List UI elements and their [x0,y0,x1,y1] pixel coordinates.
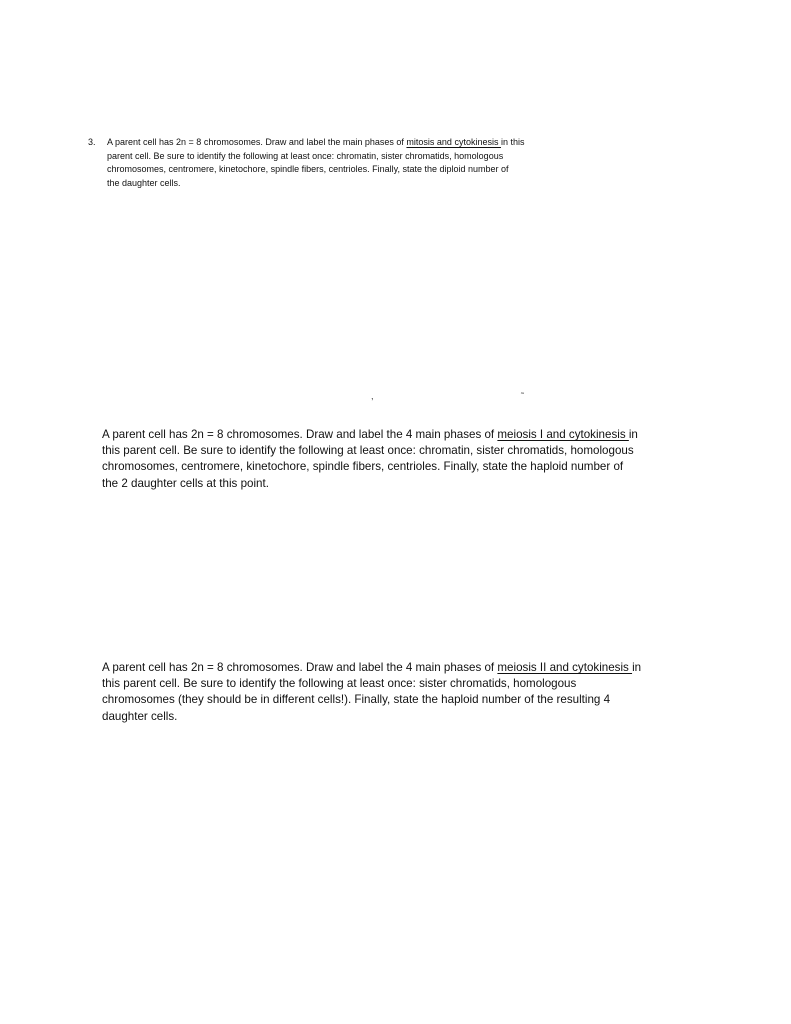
question-line: chromosomes, centromere, kinetochore, spindle fibers, centrioles. Finally, state the haploid number of [102,460,624,474]
question-line: daughter cells. [102,709,178,723]
question-line: this parent cell. Be sure to identify the following at least once: chromatin, sister chromatids, homologous [102,444,634,458]
question-mitosis [88,136,525,190]
question-line: chromosomes, centromere, kinetochore, spindle fibers, centrioles. Finally, state the diploid number of [107,164,509,175]
question-line: the 2 daughter cells at this point. [102,476,269,490]
question-line: chromosomes (they should be in different cells!). Finally, state the haploid number of the resulting 4 [102,693,611,707]
underlined-topic: meiosis II and cytokinesis [497,661,633,674]
question-line: this parent cell. Be sure to identify the following at least once: sister chromatids, homologous [102,677,577,691]
question-line: parent cell. Be sure to identify the following at least once: chromatin, sister chromatids, homologous [107,150,504,161]
question-meiosis-1 [102,427,638,492]
stray-mark: ˜ [521,391,524,401]
question-line: A parent cell has 2n = 8 chromosomes. Draw and label the 4 main phases of meiosis I and cytokinesis in [102,428,638,441]
question-meiosis-2 [102,660,641,725]
question-line: A parent cell has 2n = 8 chromosomes. Draw and label the main phases of mitosis and cytokinesis in this [107,137,525,147]
question-number: 3. [88,137,96,147]
question-line: A parent cell has 2n = 8 chromosomes. Draw and label the 4 main phases of meiosis II and cytokinesis in [102,661,642,674]
question-line: the daughter cells. [107,177,181,188]
underlined-topic: mitosis and cytokinesis [406,137,501,147]
underlined-topic: meiosis I and cytokinesis [497,428,629,441]
stray-mark: , [371,391,374,401]
